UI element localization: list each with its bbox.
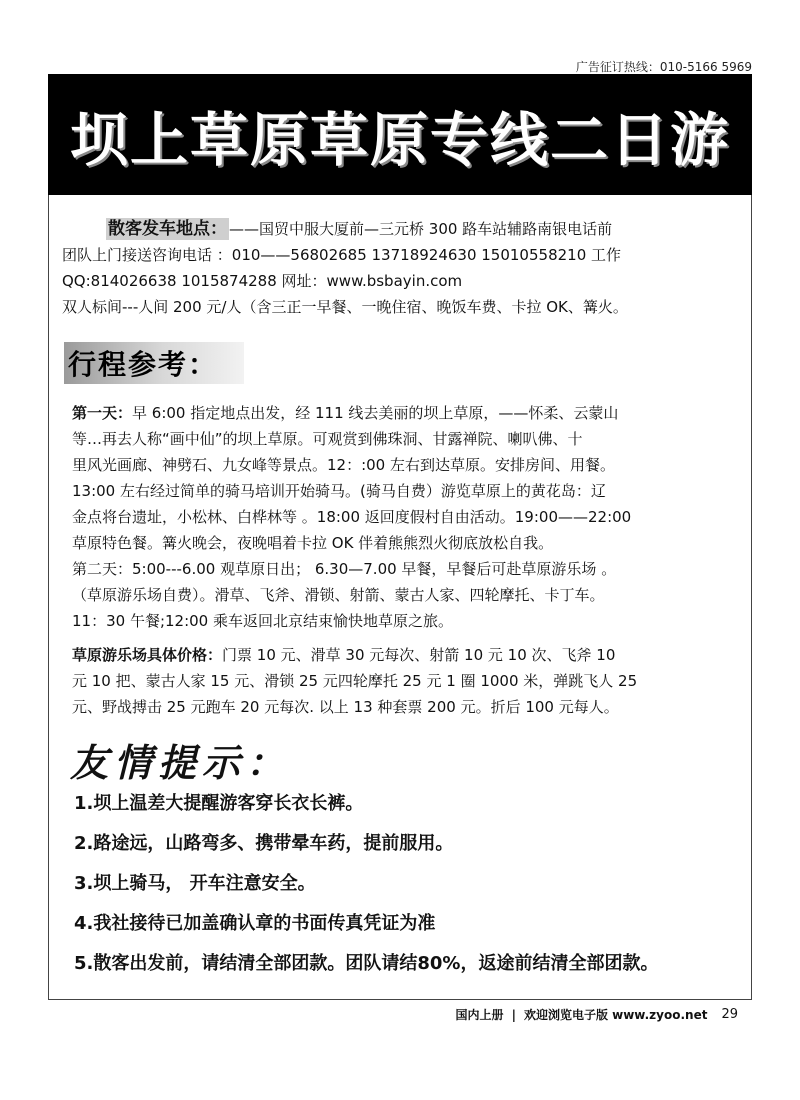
ad-hotline: 广告征订热线：010-5166 5969: [575, 60, 752, 74]
itinerary-text: [72, 400, 732, 634]
tip-item: 5.散客出发前，请结清全部团款。团队请结80%，返途前结清全部团款。: [74, 953, 659, 974]
itinerary-line: 11：30 午餐;12:00 乘车返回北京结束愉快地草原之旅。: [72, 612, 453, 630]
departure-info: [62, 216, 738, 320]
footer-website: 欢迎浏览电子版 www.zyoo.net: [523, 1008, 708, 1022]
itinerary-line: 等…再去人称“画中仙”的坝上草原。可观赏到佛珠洞、甘露禅院、喇叭佛、十: [72, 430, 583, 448]
price-label: 草原游乐场具体价格：: [72, 646, 223, 664]
itinerary-line: [72, 400, 732, 426]
price-line: 元 10 把、蒙古人家 15 元、滑锁 25 元四轮摩托 25 元 1 圈 1000 米，弹跳飞人 25: [72, 672, 638, 690]
price-line: 元、野战搏击 25 元跑车 20 元每次. 以上 13 种套票 200 元。折后 100 元每人。: [72, 698, 619, 716]
page-footer: [456, 1006, 738, 1023]
itinerary-text-segment: 早 6:00 指定地点出发，经 111 线去美丽的坝上草原，——怀柔、云蒙山: [132, 404, 619, 422]
title-banner: [48, 74, 752, 195]
footer-section: 国内上册: [455, 1008, 504, 1022]
tips-heading: 友情提示：: [70, 740, 291, 785]
itinerary-line: （草原游乐场自费）。滑草、飞斧、滑锁、射箭、蒙古人家、四轮摩托、卡丁车。: [72, 586, 605, 604]
day1-label: 第一天：: [72, 404, 133, 422]
info-line-2: 团队上门接送咨询电话 ：010——56802685 13718924630 15010558210 工作: [62, 246, 622, 264]
page-title: 坝上草原草原专线二日游: [69, 105, 730, 174]
footer-separator: |: [511, 1007, 516, 1022]
itinerary-line: 草原特色餐。篝火晚会，夜晚唱着卡拉 OK 伴着熊熊烈火彻底放松自我。: [72, 534, 554, 552]
tip-item: 2.路途远，山路弯多、携带晕车药，提前服用。: [74, 833, 454, 854]
tip-item: 4.我社接待已加盖确认章的书面传真凭证为准: [74, 913, 436, 934]
itinerary-heading-text: 行程参考：: [68, 348, 219, 381]
itinerary-line: 第二天：5:00---6.00 观草原日出； 6.30—7.00 早餐，早餐后可赴草原游乐场 。: [72, 560, 617, 578]
tips-list: [74, 790, 754, 990]
departure-label: 散客发车地点：: [108, 219, 227, 239]
price-text-segment: 门票 10 元、滑草 30 元每次、射箭 10 元 10 次、飞斧 10: [222, 646, 616, 664]
itinerary-line: 金点将台遗址，小松林、白桦林等 。18:00 返回度假村自由活动。19:00——22:00: [72, 508, 632, 526]
itinerary-line: 里风光画廊、神劈石、九女峰等景点。12：:00 左右到达草原。安排房间、用餐。: [72, 456, 615, 474]
price-list: [72, 642, 732, 720]
price-line: [72, 642, 732, 668]
itinerary-heading: [64, 342, 244, 384]
departure-location: ——国贸中服大厦前—三元桥 300 路车站辅路南银电话前: [229, 220, 613, 238]
tip-item: 1.坝上温差大提醒游客穿长衣长裤。: [74, 793, 364, 814]
itinerary-line: 13:00 左右经过简单的骑马培训开始骑马。(骑马自费）游览草原上的黄花岛：辽: [72, 482, 606, 500]
info-line-1: [62, 216, 738, 242]
info-line-3: QQ:814026638 1015874288 网址：www.bsbayin.com: [62, 272, 463, 290]
page-number: 29: [721, 1007, 738, 1022]
tip-item: 3.坝上骑马， 开车注意安全。: [74, 873, 316, 894]
info-line-4: 双人标间---人间 200 元/人（含三正一早餐、一晚住宿、晚饭车费、卡拉 OK、篝火。: [62, 298, 628, 316]
